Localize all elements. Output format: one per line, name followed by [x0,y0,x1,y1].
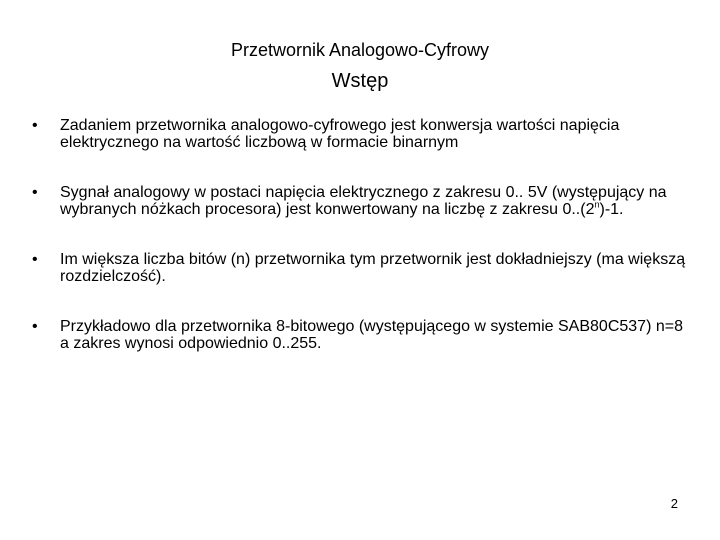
bullet-text [60,184,667,218]
bullet-list [32,117,692,385]
page-number: 2 [670,496,678,511]
bullet-icon: • [32,117,38,134]
bullet-text: Im większa liczba bitów (n) przetwornika tym przetwornik jest dokładniejszy (ma większą rozdzielczość). [60,251,686,285]
bullet-text: Przykładowo dla przetwornika 8-bitowego (występującego w systemie SAB80C537) n=8 a zakres wynosi odpowiednio 0..255. [60,318,683,352]
bullet-icon: • [32,184,38,201]
slide-subtitle: Wstęp [331,70,389,92]
bullet-item-1 [32,117,692,151]
bullet-text: Zadaniem przetwornika analogowo-cyfrowego jest konwersja wartości napięcia elektrycznego na wartość liczbową w formacie binarnym [60,117,620,151]
superscript-n: n [594,199,600,210]
bullet-item-4 [32,318,692,352]
bullet-icon: • [32,251,38,268]
bullet-item-2 [32,184,692,218]
bullet-item-3 [32,251,692,285]
bullet-icon: • [32,318,38,335]
bullet-text-part: )-1. [599,201,624,218]
slide-title: Przetwornik Analogowo-Cyfrowy [230,40,490,60]
bullet-text-part: Sygnał analogowy w postaci napięcia elektrycznego z zakresu 0.. 5V (występujący na wybranych nóżkach procesora) jest konwertowany na liczbę z zakresu 0..(2 [60,184,667,218]
